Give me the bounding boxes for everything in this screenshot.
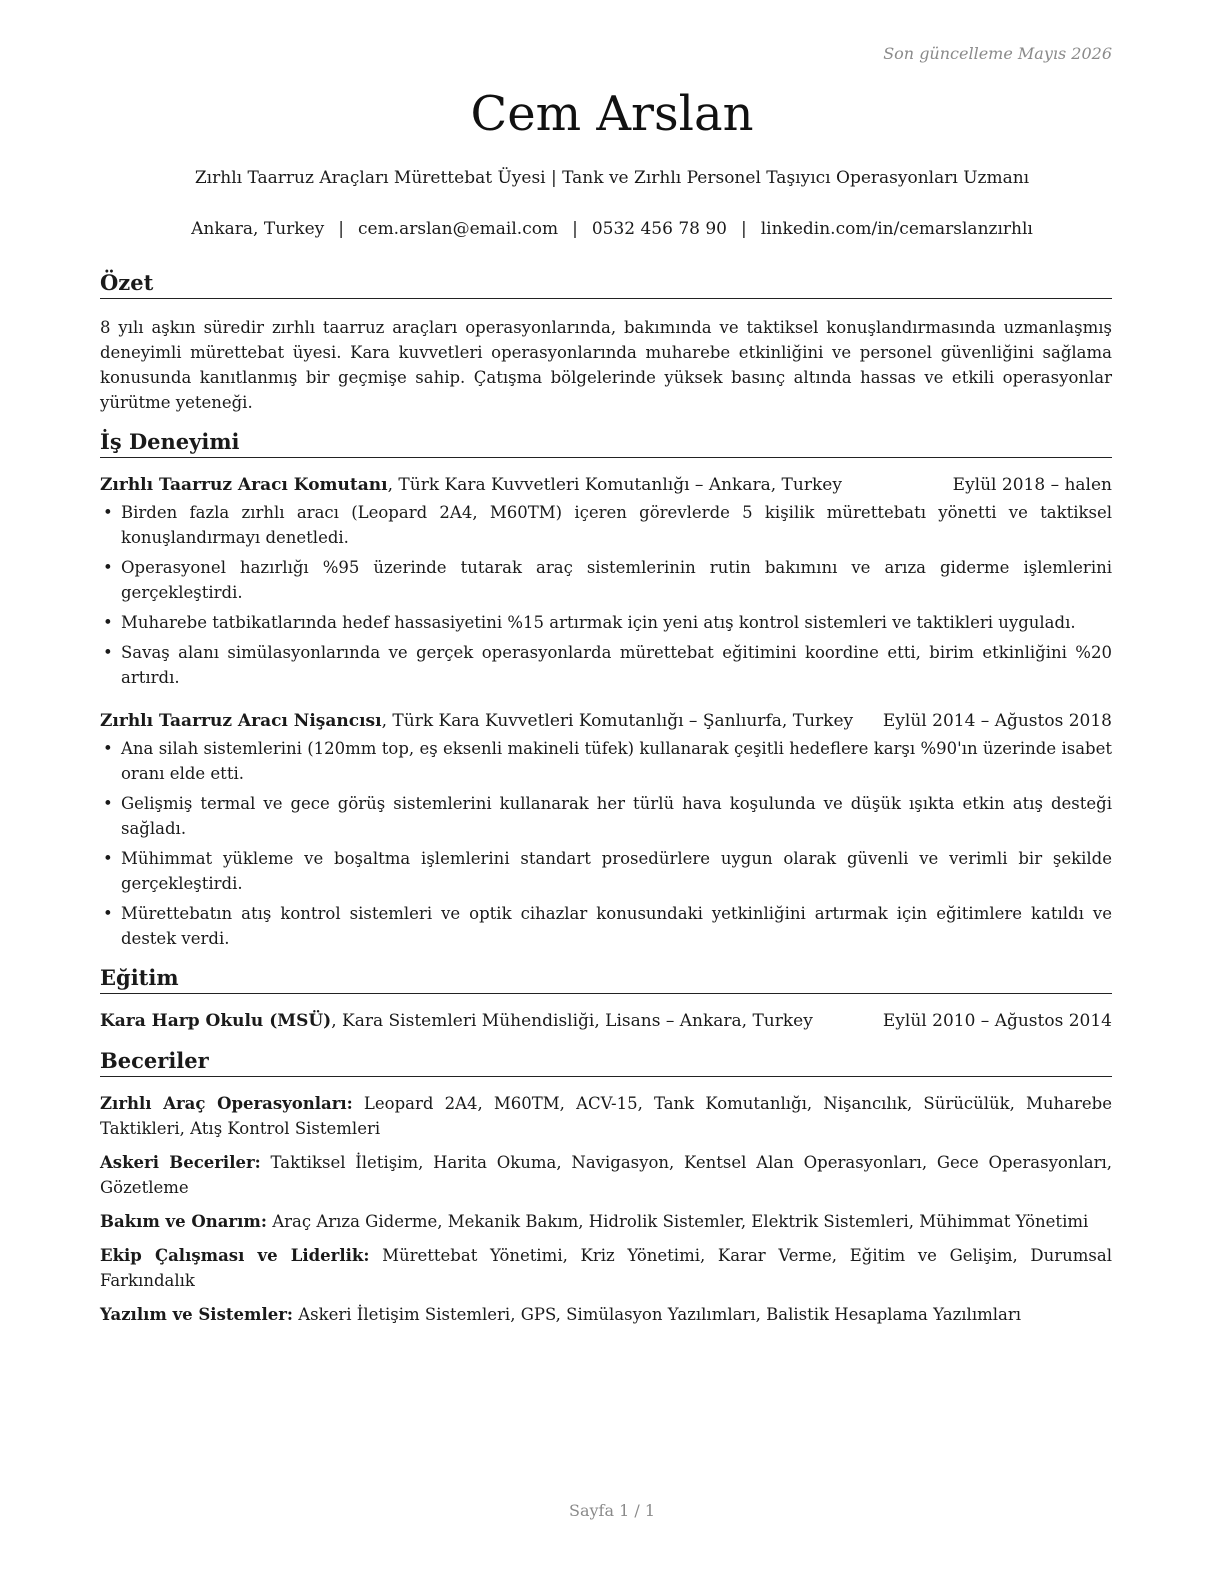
skill-group-label: Ekip Çalışması ve Liderlik: [100, 1246, 370, 1265]
skills-section [100, 1048, 1112, 1327]
contact-line [0, 219, 1224, 239]
summary-section [100, 270, 1112, 415]
job-bullet-text: Savaş alanı simülasyonlarında ve gerçek operasyonlarda mürettebat eğitimini koordine etti, birim etkinliğini %20 artırdı. [121, 643, 1112, 687]
summary-text: 8 yılı aşkın süredir zırhlı taarruz araçları operasyonlarında, bakımında ve taktiksel konuşlandırmasında uzmanlaşmış deneyimli mürettebat üyesi. Kara kuvvetleri operasyonlarında muharebe etkinliğini ve personel güvenliğini sağlama konusunda kanıtlanmış bir geçmişe sahip. Çatışma bölgelerinde yüksek basınç altında hassas ve etkili operasyonlar yürütme yeteneği. [100, 318, 1112, 412]
education-title-line [100, 1008, 813, 1034]
job-dates: Eylül 2018 – halen [952, 475, 1112, 495]
job-header [100, 708, 1112, 734]
skill-group [100, 1150, 1112, 1200]
job-bullet [100, 846, 1112, 896]
job-bullet [100, 500, 1112, 550]
job-header [100, 472, 1112, 498]
job-bullet [100, 555, 1112, 605]
job-entry [100, 708, 1112, 951]
skill-group-value: Mürettebat Yönetimi, Kriz Yönetimi, Karar Verme, Eğitim ve Gelişim, Durumsal Farkındalık [100, 1246, 1112, 1290]
job-organization: , Türk Kara Kuvvetleri Komutanlığı – Ankara, Turkey [387, 475, 842, 495]
bullet-icon: • [103, 643, 113, 662]
skill-group-label: Yazılım ve Sistemler: [100, 1305, 293, 1324]
bullet-icon: • [103, 558, 113, 577]
skill-group [100, 1302, 1112, 1327]
section-title-education: Eğitim [100, 965, 1112, 994]
experience-section [100, 429, 1112, 951]
job-bullet-list [100, 500, 1112, 690]
candidate-name: Cem Arslan [470, 86, 754, 142]
contact-separator: | [572, 219, 578, 239]
job-bullet [100, 736, 1112, 786]
bullet-icon: • [103, 849, 113, 868]
skill-group [100, 1243, 1112, 1293]
education-section [100, 965, 1112, 1034]
job-bullet-list [100, 736, 1112, 951]
job-dates: Eylül 2014 – Ağustos 2018 [882, 711, 1112, 731]
job-role: Zırhlı Taarruz Aracı Nişancısı [100, 711, 382, 731]
page-number: Sayfa 1 / 1 [568, 1501, 655, 1520]
bullet-icon: • [103, 503, 113, 522]
job-bullet-text: Operasyonel hazırlığı %95 üzerinde tutarak araç sistemlerinin rutin bakımını ve arıza giderme işlemlerini gerçekleştirdi. [121, 558, 1112, 602]
bullet-icon: • [103, 613, 113, 632]
bullet-icon: • [103, 739, 113, 758]
job-bullet-text: Birden fazla zırhlı aracı (Leopard 2A4, M60TM) içeren görevlerde 5 kişilik mürettebatı yönetti ve taktiksel konuşlandırmayı denetledi. [121, 503, 1112, 547]
section-title-skills: Beceriler [100, 1048, 1112, 1077]
contact-separator: | [741, 219, 747, 239]
skill-group [100, 1209, 1112, 1234]
section-title-summary: Özet [100, 270, 1112, 299]
education-dates: Eylül 2010 – Ağustos 2014 [882, 1011, 1112, 1031]
skills-list [100, 1091, 1112, 1327]
section-title-experience: İş Deneyimi [100, 429, 1112, 458]
skill-group-value: Askeri İletişim Sistemleri, GPS, Simülasyon Yazılımları, Balistik Hesaplama Yazılımları [293, 1305, 1022, 1324]
skill-group-label: Askeri Beceriler: [100, 1153, 261, 1172]
job-bullet [100, 610, 1112, 635]
headline: Zırhlı Taarruz Araçları Mürettebat Üyesi | Tank ve Zırhlı Personel Taşıyıcı Operasyonları Uzmanı [194, 168, 1030, 188]
contact-phone: 0532 456 78 90 [591, 219, 727, 239]
job-bullet [100, 791, 1112, 841]
contact-location: Ankara, Turkey [191, 219, 325, 239]
job-entry [100, 472, 1112, 690]
contact-email-link[interactable]: cem.arslan@email.com [357, 219, 559, 239]
education-detail: , Kara Sistemleri Mühendisliği, Lisans – Ankara, Turkey [331, 1011, 813, 1031]
resume-body [100, 270, 1112, 1336]
contact-linkedin-link[interactable]: linkedin.com/in/cemarslanzırhlı [760, 219, 1033, 239]
education-entry [100, 1008, 1112, 1034]
job-bullet-text: Mürettebatın atış kontrol sistemleri ve optik cihazlar konusundaki yetkinliğini artırmak için eğitimlere katıldı ve destek verdi. [121, 904, 1112, 948]
skill-group [100, 1091, 1112, 1141]
job-role: Zırhlı Taarruz Aracı Komutanı [100, 475, 388, 495]
skill-group-value: Leopard 2A4, M60TM, ACV-15, Tank Komutanlığı, Nişancılık, Sürücülük, Muharebe Taktikleri, Atış Kontrol Sistemleri [100, 1094, 1112, 1138]
bullet-icon: • [103, 794, 113, 813]
job-bullet [100, 640, 1112, 690]
bullet-icon: • [103, 904, 113, 923]
job-bullet-text: Muharebe tatbikatlarında hedef hassasiyetini %15 artırmak için yeni atış kontrol sistemleri ve taktikleri uyguladı. [121, 613, 1076, 632]
job-organization: , Türk Kara Kuvvetleri Komutanlığı – Şanlıurfa, Turkey [381, 711, 854, 731]
last-updated-note: Son güncelleme Mayıs 2026 [883, 44, 1112, 63]
skill-group-value: Araç Arıza Giderme, Mekanik Bakım, Hidrolik Sistemler, Elektrik Sistemleri, Mühimmat Yönetimi [266, 1212, 1089, 1231]
skill-group-label: Bakım ve Onarım: [100, 1212, 267, 1231]
job-bullet [100, 901, 1112, 951]
job-title-line [100, 472, 842, 498]
education-school: Kara Harp Okulu (MSÜ) [100, 1011, 332, 1031]
contact-separator: | [338, 219, 344, 239]
job-title-line [100, 708, 853, 734]
skill-group-value: Taktiksel İletişim, Harita Okuma, Navigasyon, Kentsel Alan Operasyonları, Gece Operasyonları, Gözetleme [100, 1153, 1112, 1197]
job-bullet-text: Ana silah sistemlerini (120mm top, eş eksenli makineli tüfek) kullanarak çeşitli hedeflere karşı %90'ın üzerinde isabet oranı elde etti. [121, 739, 1112, 783]
job-bullet-text: Gelişmiş termal ve gece görüş sistemlerini kullanarak her türlü hava koşulunda ve düşük ışıkta etkin atış desteği sağladı. [121, 794, 1112, 838]
skill-group-label: Zırhlı Araç Operasyonları: [100, 1094, 353, 1113]
job-bullet-text: Mühimmat yükleme ve boşaltma işlemlerini standart prosedürlere uygun olarak güvenli ve verimli bir şekilde gerçekleştirdi. [121, 849, 1112, 893]
